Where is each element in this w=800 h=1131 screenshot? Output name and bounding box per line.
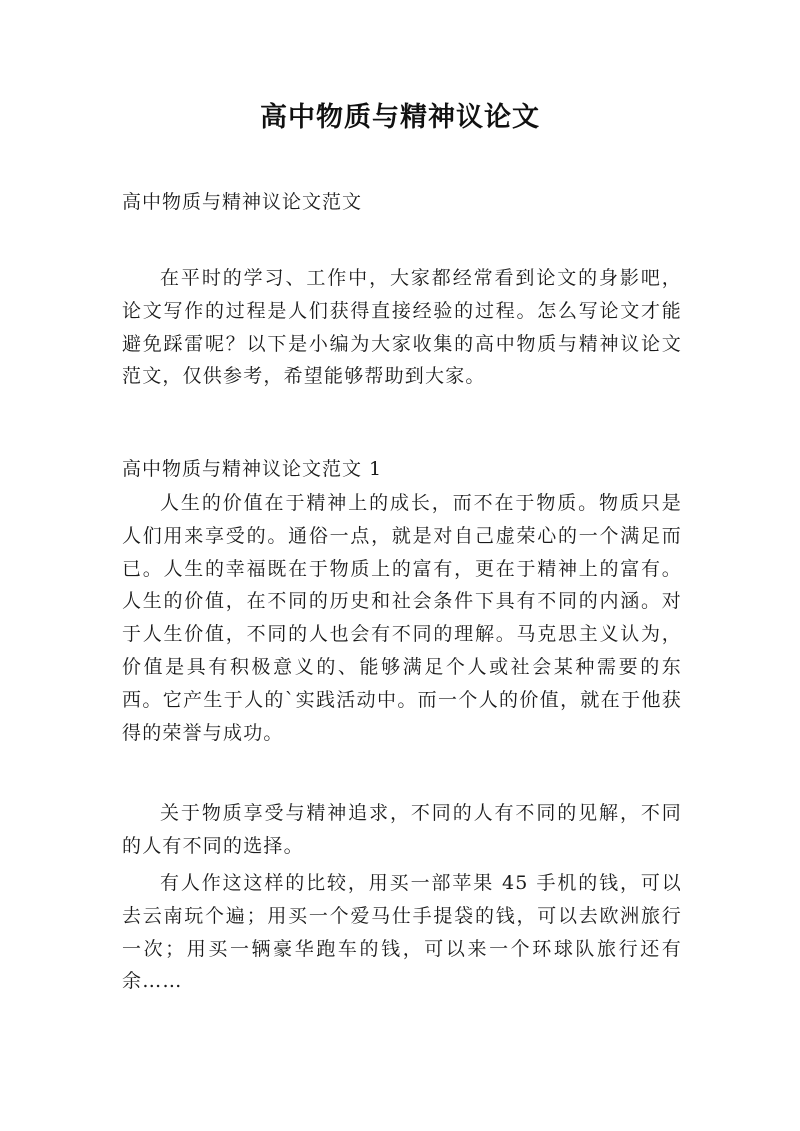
intro-paragraph: 在平时的学习、工作中，大家都经常看到论文的身影吧，论文写作的过程是人们获得直接经验的过程。怎么写论文才能避免踩雷呢？以下是小编为大家收集的高中物质与精神议论文范文，仅供参考，希望能够帮助到大家。 xyxy=(122,267,682,388)
body-paragraph: 有人作这这样的比较，用买一部苹果 45 手机的钱，可以去云南玩个遍；用买一个爱马仕手提袋的钱，可以去欧洲旅行一次；用买一辆豪华跑车的钱，可以来一个环球队旅行还有余…… xyxy=(122,872,682,993)
section-heading: 高中物质与精神议论文范文 1 xyxy=(122,458,383,480)
document-subtitle: 高中物质与精神议论文范文 xyxy=(122,191,363,213)
body-paragraph: 人生的价值在于精神上的成长，而不在于物质。物质只是人们用来享受的。通俗一点，就是对自己虚荣心的一个满足而已。人生的幸福既在于物质上的富有，更在于精神上的富有。人生的价值，在不同的历史和社会条件下具有不同的内涵。对于人生价值，不同的人也会有不同的理解。马克思主义认为，价值是具有积极意义的、能够满足个人或社会某种需要的东西。它产生于人的`实践活动中。而一个人的价值，就在于他获得的荣誉与成功。 xyxy=(122,492,682,744)
document-title: 高中物质与精神议论文 xyxy=(260,102,540,133)
body-paragraph: 关于物质享受与精神追求，不同的人有不同的见解，不同的人有不同的选择。 xyxy=(122,802,682,857)
